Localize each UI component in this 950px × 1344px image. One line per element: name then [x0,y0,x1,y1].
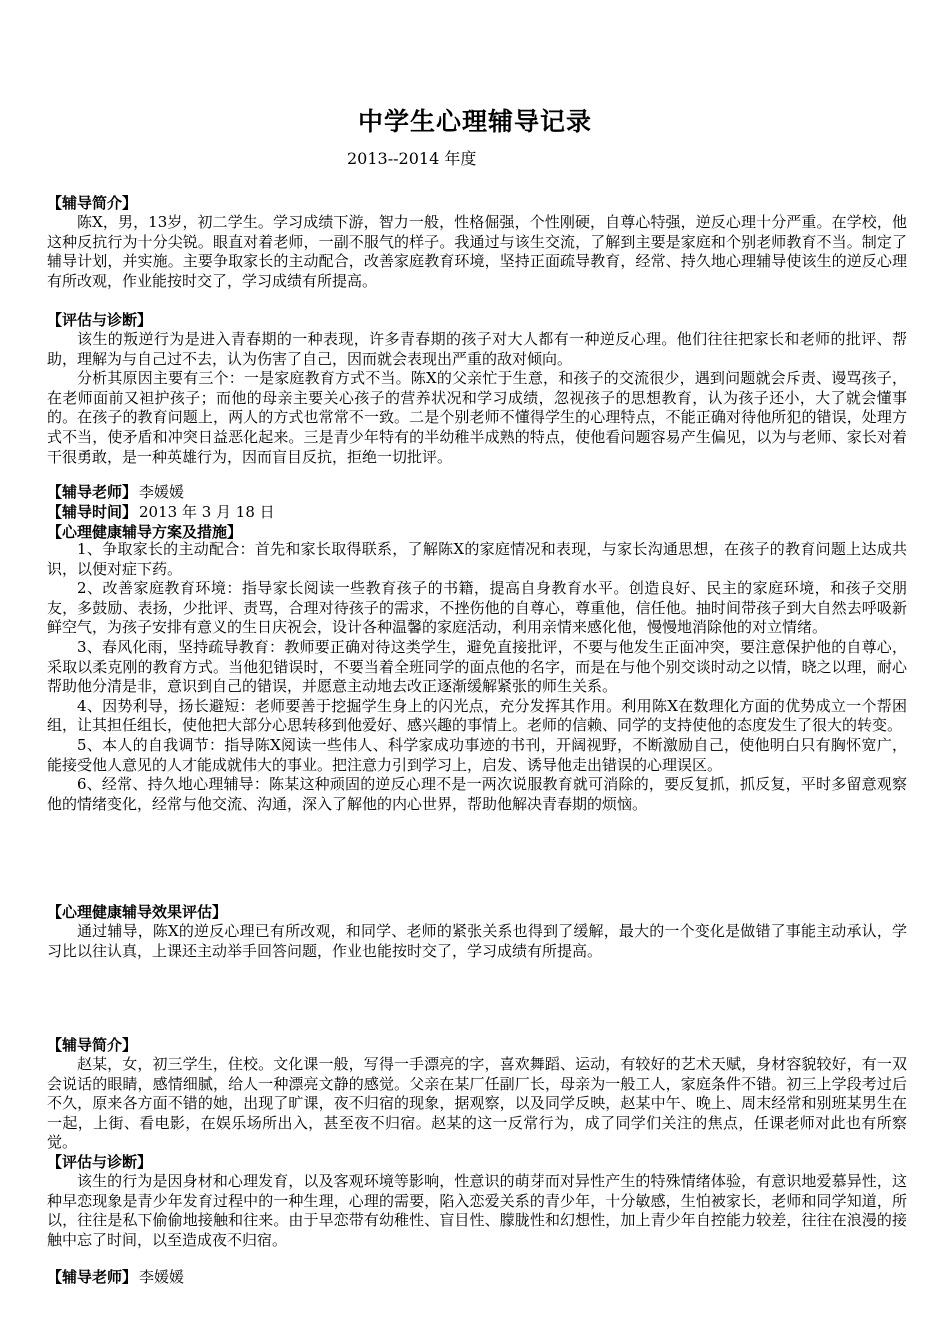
case1-intro-heading: 【辅导简介】 [47,194,138,212]
case1-teacher-name: 李媛媛 [139,483,185,501]
plan-item: 3、春风化雨，坚持疏导教育：教师要正确对待这类学生，避免直接批评，不要与他发生正面冲突，要注意保护他的自尊心，采取以柔克刚的教育方式。当他犯错误时，不要当着全班同学的面点他的名字，而是在与他个别交谈时动之以情，晓之以理，耐心帮助他分清是非，意识到自己的错误，并愿意主动地去改正逐渐缓解紧张的师生关系。 [47,637,907,696]
case1-effect-section [47,902,907,961]
case2-assess-section [47,1152,907,1250]
case1-plan-list [47,540,907,814]
case1-assess-paragraph-2: 分析其原因主要有三个：一是家庭教育方式不当。陈X的父亲忙于生意，和孩子的交流很少，遇到问题就会斥责、谩骂孩子，在老师面前又袒护孩子；而他的母亲主要关心孩子的营养状况和学习成绩，忽视孩子的思想教育，认为孩子还小，大了就会懂事的。在孩子的教育问题上，两人的方式也常常不一致。二是个别老师不懂得学生的心理特点，不能正确对待他所犯的错误，处理方式不当，使矛盾和冲突日益恶化起来。三是青少年特有的半幼稚半成熟的特点，使他看问题容易产生偏见，以为与老师、家长对着干很勇敢，是一种英雄行为，因而盲目反抗，拒绝一切批评。 [47,369,907,466]
case1-intro-text: 陈X，男，13岁，初二学生。学习成绩下游，智力一般，性格倔强，个性刚硬，自尊心特强，逆反心理十分严重。在学校，他这种反抗行为十分尖锐。眼直对着老师，一副不服气的样子。我通过与该生交流，了解到主要是家庭和个别老师教育不当。制定了辅导计划，并实施。主要争取家长的主动配合，改善家庭教育环境，坚持正面疏导教育，经常、持久地心理辅导使该生的逆反心理有所改观，作业能按时交了，学习成绩有所提高。 [47,213,907,290]
case1-effect-text: 通过辅导，陈X的逆反心理已有所改观，和同学、老师的紧张关系也得到了缓解，最大的一个变化是做错了事能主动承认，学习比以往认真，上课还主动举手回答问题，作业也能按时交了，学习成绩有所提高。 [47,922,907,960]
case2-teacher-heading: 【辅导老师】 [47,1268,138,1286]
case2-teacher-line [47,1267,907,1287]
case2-teacher-name: 李媛媛 [139,1268,185,1286]
plan-item: 4、因势利导，扬长避短：老师要善于挖掘学生身上的闪光点，充分发挥其作用。利用陈X在数理化方面的优势成立一个帮困组，让其担任组长，使他把大部分心思转移到他爱好、感兴趣的事情上。老师的信赖、同学的支持使他的态度发生了很大的转变。 [47,696,907,735]
school-year: 2013--2014 年度 [347,149,477,168]
case2-assess-heading: 【评估与诊断】 [47,1153,153,1171]
case2-meta [47,1267,907,1287]
case1-time-heading: 【辅导时间】 [47,503,138,521]
plan-item: 6、经常、持久地心理辅导：陈某这种顽固的逆反心理不是一两次说服教育就可消除的，要反复抓，抓反复，平时多留意观察他的情绪变化，经常与他交流、沟通，深入了解他的内心世界，帮助他解决青春期的烦恼。 [47,775,907,813]
case1-assess-heading: 【评估与诊断】 [47,311,153,329]
case1-time-line [47,502,907,522]
case1-time-value: 2013 年 3 月 18 日 [139,503,275,521]
document-title: 中学生心理辅导记录 [357,107,592,136]
case2-intro-heading: 【辅导简介】 [47,1036,138,1054]
case2-assess-text: 该生的行为是因身材和心理发育，以及客观环境等影响，性意识的萌芽而对异性产生的特殊情绪体验，有意识地爱慕异性，这种早恋现象是青少年发育过程中的一种生理，心理的需要，陷入恋爱关系的青少年，十分敏感，生怕被家长，老师和同学知道，所以，往往是私下偷偷地接触和往来。由于早恋带有幼稚性、盲目性、朦胧性和幻想性，加上青少年自控能力较差，往往在浪漫的接触中忘了时间，以至造成夜不归宿。 [47,1172,907,1249]
case1-assess-paragraph-1: 该生的叛逆行为是进入青春期的一种表现，许多青春期的孩子对大人都有一种逆反心理。他们往往把家长和老师的批评、帮助，理解为与自己过不去，认为伤害了自己，因而就会表现出严重的敌对倾向。 [47,330,907,368]
case1-teacher-line [47,482,907,502]
plan-item: 5、本人的自我调节：指导陈X阅读一些伟人、科学家成功事迹的书刊，开阔视野，不断激励自己，使他明白只有胸怀宽广，能接受他人意见的人才能成就伟大的事业。把注意力引到学习上，启发、诱导他走出错误的心理误区。 [47,735,907,774]
case2-intro-section [47,1035,907,1153]
plan-item: 1、争取家长的主动配合：首先和家长取得联系，了解陈X的家庭情况和表现，与家长沟通思想，在孩子的教育问题上达成共识，以便对症下药。 [47,540,907,578]
plan-item: 2、改善家庭教育环境：指导家长阅读一些教育孩子的书籍，提高自身教育水平。创造良好、民主的家庭环境，和孩子交朋友，多鼓励、表扬，少批评、责骂，合理对待孩子的需求，不挫伤他的自尊心，尊重他，信任他。抽时间带孩子到大自然去呼吸新鲜空气，为孩子安排有意义的生日庆祝会，设计各种温馨的家庭活动，利用亲情来感化他，慢慢地消除他的对立情绪。 [47,579,907,637]
case1-meta [47,482,907,542]
case1-intro-section [47,193,907,291]
case1-plan-heading: 【心理健康辅导方案及措施】 [47,523,243,541]
case1-teacher-heading: 【辅导老师】 [47,483,138,501]
case1-assess-section [47,310,907,467]
case1-effect-heading: 【心理健康辅导效果评估】 [47,903,228,921]
case2-intro-text: 赵某，女，初三学生，住校。文化课一般，写得一手漂亮的字，喜欢舞蹈、运动，有较好的艺术天赋，身材容貌较好，有一双会说话的眼睛，感情细腻，给人一种漂亮文静的感觉。父亲在某厂任副厂长，母亲为一般工人，家庭条件不错。初三上学段考过后不久，原来各方面不错的她，出现了旷课，夜不归宿的现象，据观察，以及同学反映，赵某中午、晚上、周末经常和别班某男生在一起，上街、看电影，在娱乐场所出入，甚至夜不归宿。赵某的这一反常行为，成了同学们关注的焦点，任课老师对此也有所察觉。 [47,1055,907,1152]
